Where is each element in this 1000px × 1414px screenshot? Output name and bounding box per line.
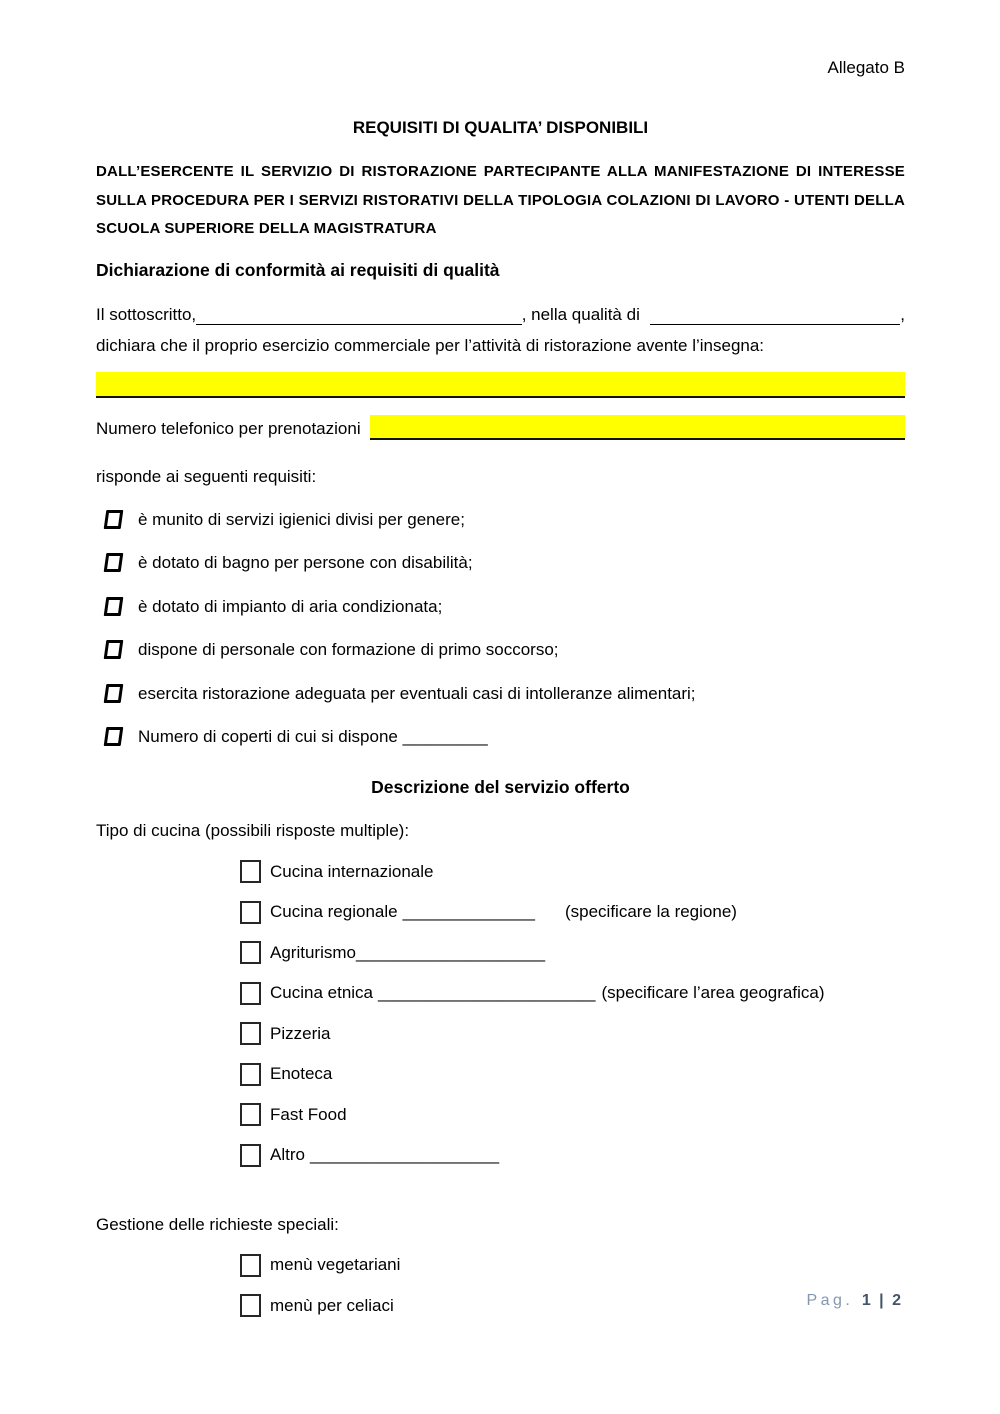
- checkbox-icon[interactable]: [104, 727, 124, 746]
- requirement-item: [96, 509, 905, 530]
- requirement-label: esercita ristorazione adeguata per eventuali casi di intolleranze alimentari;: [138, 683, 696, 703]
- phone-label: Numero telefonico per prenotazioni: [96, 418, 361, 438]
- checkbox-icon[interactable]: [104, 553, 124, 572]
- footer-page-number: 1 | 2: [861, 1292, 903, 1309]
- cuisine-option-blank[interactable]: ____________________: [309, 1145, 500, 1164]
- cuisine-option-label: Cucina regionale: [270, 902, 398, 921]
- cuisine-option-label: Altro: [270, 1145, 305, 1164]
- cuisine-options-list: [96, 860, 905, 1167]
- requirement-label: Numero di coperti di cui si dispone _________: [138, 727, 488, 746]
- document-title: REQUISITI DI QUALITA’ DISPONIBILI: [352, 118, 649, 137]
- phone-highlight-blank[interactable]: [370, 415, 905, 440]
- cuisine-option-note: (specificare la regione): [564, 902, 737, 921]
- requirement-label: è munito di servizi igienici divisi per genere;: [138, 509, 465, 529]
- checkbox-icon[interactable]: [104, 684, 124, 703]
- subscriber-prefix: Il sottoscritto,: [96, 304, 197, 324]
- checkbox-icon[interactable]: [240, 1254, 261, 1277]
- role-blank[interactable]: [650, 306, 900, 325]
- cuisine-option: [240, 1063, 905, 1086]
- checkbox-icon[interactable]: [240, 982, 261, 1005]
- insegna-highlight-blank[interactable]: [96, 372, 905, 398]
- checkbox-icon[interactable]: [240, 1144, 261, 1167]
- cuisine-option-label: Fast Food: [270, 1104, 347, 1124]
- requirements-list: [96, 509, 905, 748]
- cuisine-option-blank[interactable]: ______________: [402, 902, 535, 921]
- checkbox-icon[interactable]: [104, 640, 124, 659]
- cuisine-option-label: Pizzeria: [270, 1023, 331, 1043]
- cuisine-option-blank[interactable]: _______________________: [378, 983, 596, 1002]
- requirement-item: [96, 726, 905, 747]
- requirement-item: [96, 683, 905, 704]
- page-footer: [806, 1292, 903, 1310]
- phone-line: [96, 415, 905, 440]
- checkbox-icon[interactable]: [240, 1063, 261, 1086]
- cuisine-type-label: Tipo di cucina (possibili risposte multiple):: [96, 821, 410, 840]
- declaration-line2: dichiara che il proprio esercizio commerciale per l’attività di ristorazione avente l’insegna:: [96, 335, 765, 355]
- cuisine-option: [240, 982, 905, 1005]
- special-requests-label: Gestione delle richieste speciali:: [96, 1214, 339, 1234]
- role-suffix: ,: [900, 304, 905, 324]
- special-option-label: menù vegetariani: [270, 1255, 401, 1274]
- attachment-label: Allegato B: [827, 58, 905, 77]
- cuisine-option: [240, 1022, 905, 1045]
- checkbox-icon[interactable]: [104, 597, 124, 616]
- special-option-label: menù per celiaci: [270, 1295, 394, 1315]
- cuisine-option: [240, 1144, 905, 1167]
- subscriber-name-blank[interactable]: [196, 306, 522, 325]
- subscriber-line: [96, 304, 905, 325]
- checkbox-icon[interactable]: [240, 1103, 261, 1126]
- requirement-label: è dotato di bagno per persone con disabilità;: [138, 553, 473, 572]
- checkbox-icon[interactable]: [240, 901, 261, 924]
- cuisine-option-note: (specificare l’area geografica): [601, 983, 825, 1002]
- cuisine-option-label: Agriturismo: [270, 942, 356, 962]
- cuisine-option-blank[interactable]: ____________________: [355, 942, 546, 962]
- declaration-heading: Dichiarazione di conformità ai requisiti di qualità: [96, 259, 500, 280]
- cuisine-option-label: Cucina internazionale: [270, 861, 434, 881]
- special-option: [240, 1294, 905, 1317]
- special-option: [240, 1254, 905, 1277]
- cuisine-option-label: Enoteca: [270, 1064, 333, 1083]
- checkbox-icon[interactable]: [240, 1022, 261, 1045]
- requirements-intro: risponde ai seguenti requisiti:: [96, 466, 317, 486]
- cuisine-option: [240, 901, 905, 924]
- requirement-label: dispone di personale con formazione di primo soccorso;: [138, 640, 559, 659]
- cuisine-option: [240, 1103, 905, 1126]
- requirement-item: [96, 639, 905, 660]
- cuisine-option: [240, 941, 905, 964]
- cuisine-option-label: Cucina etnica: [270, 983, 374, 1002]
- cuisine-option: [240, 860, 905, 883]
- checkbox-icon[interactable]: [104, 510, 124, 529]
- requirement-label: è dotato di impianto di aria condizionata;: [138, 596, 443, 616]
- role-mid-text: , nella qualità di: [521, 304, 640, 324]
- checkbox-icon[interactable]: [240, 941, 261, 964]
- requirement-item: [96, 552, 905, 573]
- intro-paragraph: DALL’ESERCENTE IL SERVIZIO DI RISTORAZIONE PARTECIPANTE ALLA MANIFESTAZIONE DI INTERESSE SULLA PROCEDURA PER I SERVIZI RISTORATIVI DELLA TIPOLOGIA COLAZIONI DI LAVORO - UTENTI DELLA SCUOLA SUPERIORE DELLA MAGISTRATURA: [96, 163, 905, 237]
- footer-page-label: Pag.: [806, 1292, 854, 1309]
- service-description-heading: Descrizione del servizio offerto: [371, 777, 630, 797]
- checkbox-icon[interactable]: [240, 1294, 261, 1317]
- requirement-item: [96, 596, 905, 617]
- special-options-list: [96, 1254, 905, 1318]
- checkbox-icon[interactable]: [240, 860, 261, 883]
